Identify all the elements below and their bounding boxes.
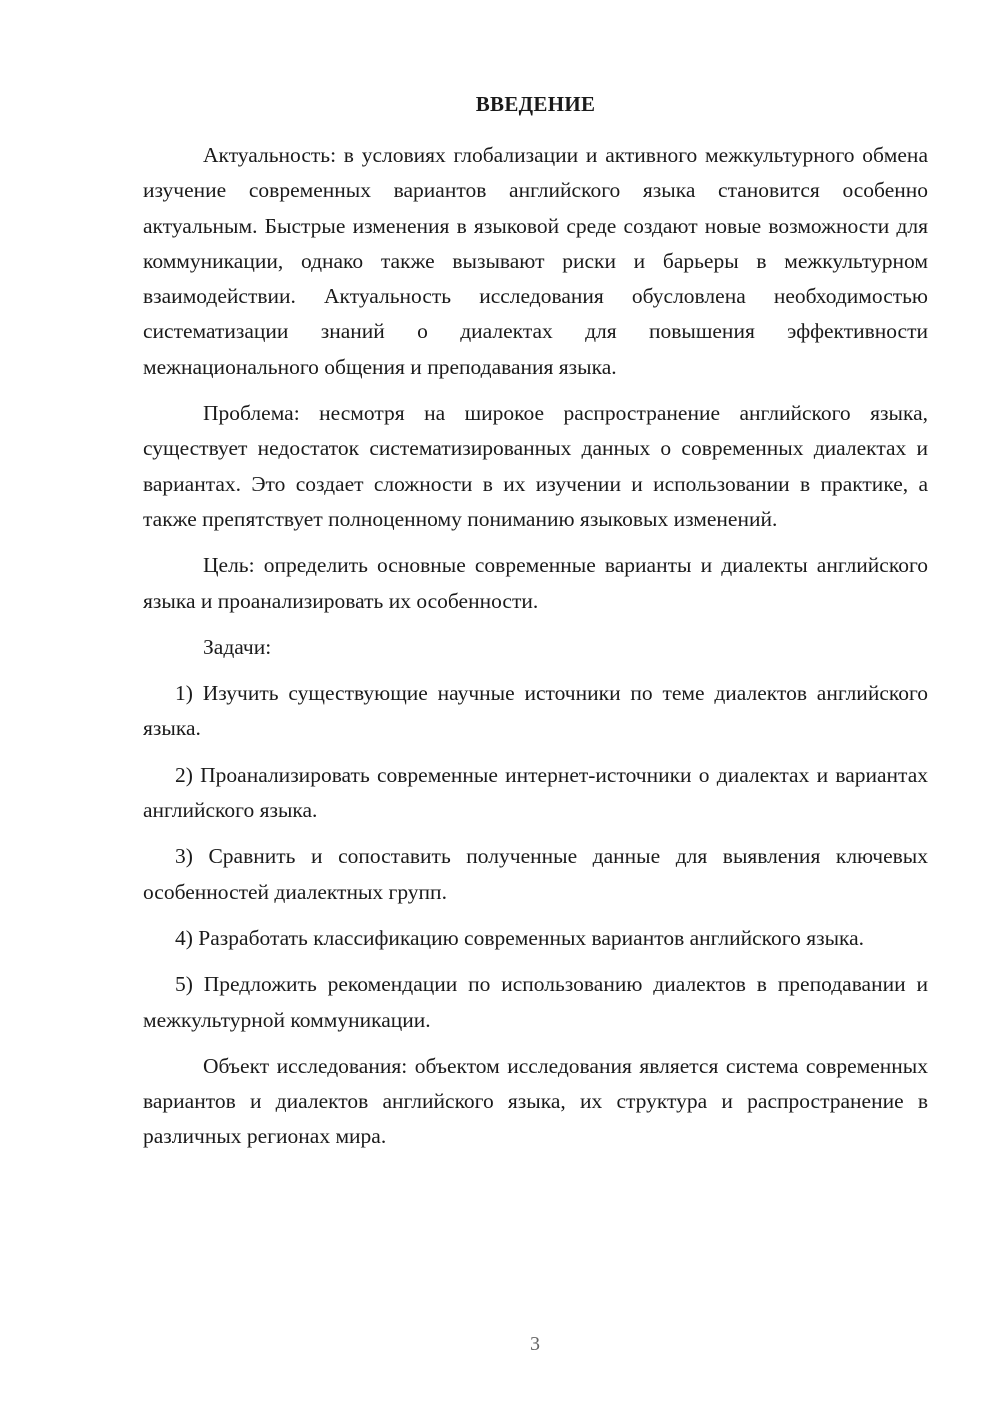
paragraph-problem: Проблема: несмотря на широкое распространение английского языка, существует недостаток систематизированных данных о современных диалектах и вариантах. Это создает сложности в их изучении и использовании в практике, а также препятствует полноценному пониманию языковых изменений. <box>143 401 928 531</box>
task-item: 3) Сравнить и сопоставить полученные данные для выявления ключевых особенностей диалектных групп. <box>143 844 928 904</box>
page-number: 3 <box>530 1333 540 1355</box>
document-page <box>143 90 928 1155</box>
paragraph-tasks-heading: Задачи: <box>203 634 272 659</box>
paragraph-relevance: Актуальность: в условиях глобализации и активного межкультурного обмена изучение современных вариантов английского языка становится особенно актуальным. Быстрые изменения в языковой среде создают новые возможности для коммуникации, однако также вызывают риски и барьеры в межкультурном взаимодействии. Актуальность исследования обусловлена необходимостью систематизации знаний о диалектах для повышения эффективности межнационального общения и преподавания языка. <box>143 143 928 379</box>
task-item: 4) Разработать классификацию современных вариантов английского языка. <box>175 925 865 950</box>
paragraph-goal: Цель: определить основные современные варианты и диалекты английского языка и проанализировать их особенности. <box>143 553 928 613</box>
task-item: 2) Проанализировать современные интернет-источники о диалектах и вариантах английского языка. <box>143 762 928 823</box>
task-item: 1) Изучить существующие научные источники по теме диалектов английского языка. <box>143 681 928 741</box>
paragraph-object: Объект исследования: объектом исследования является система современных вариантов и диалектов английского языка, их структура и распространение в различных регионах мира. <box>143 1053 928 1149</box>
task-item: 5) Предложить рекомендации по использованию диалектов в преподавании и межкультурной коммуникации. <box>143 972 928 1032</box>
document-title: ВВЕДЕНИЕ <box>475 92 596 116</box>
